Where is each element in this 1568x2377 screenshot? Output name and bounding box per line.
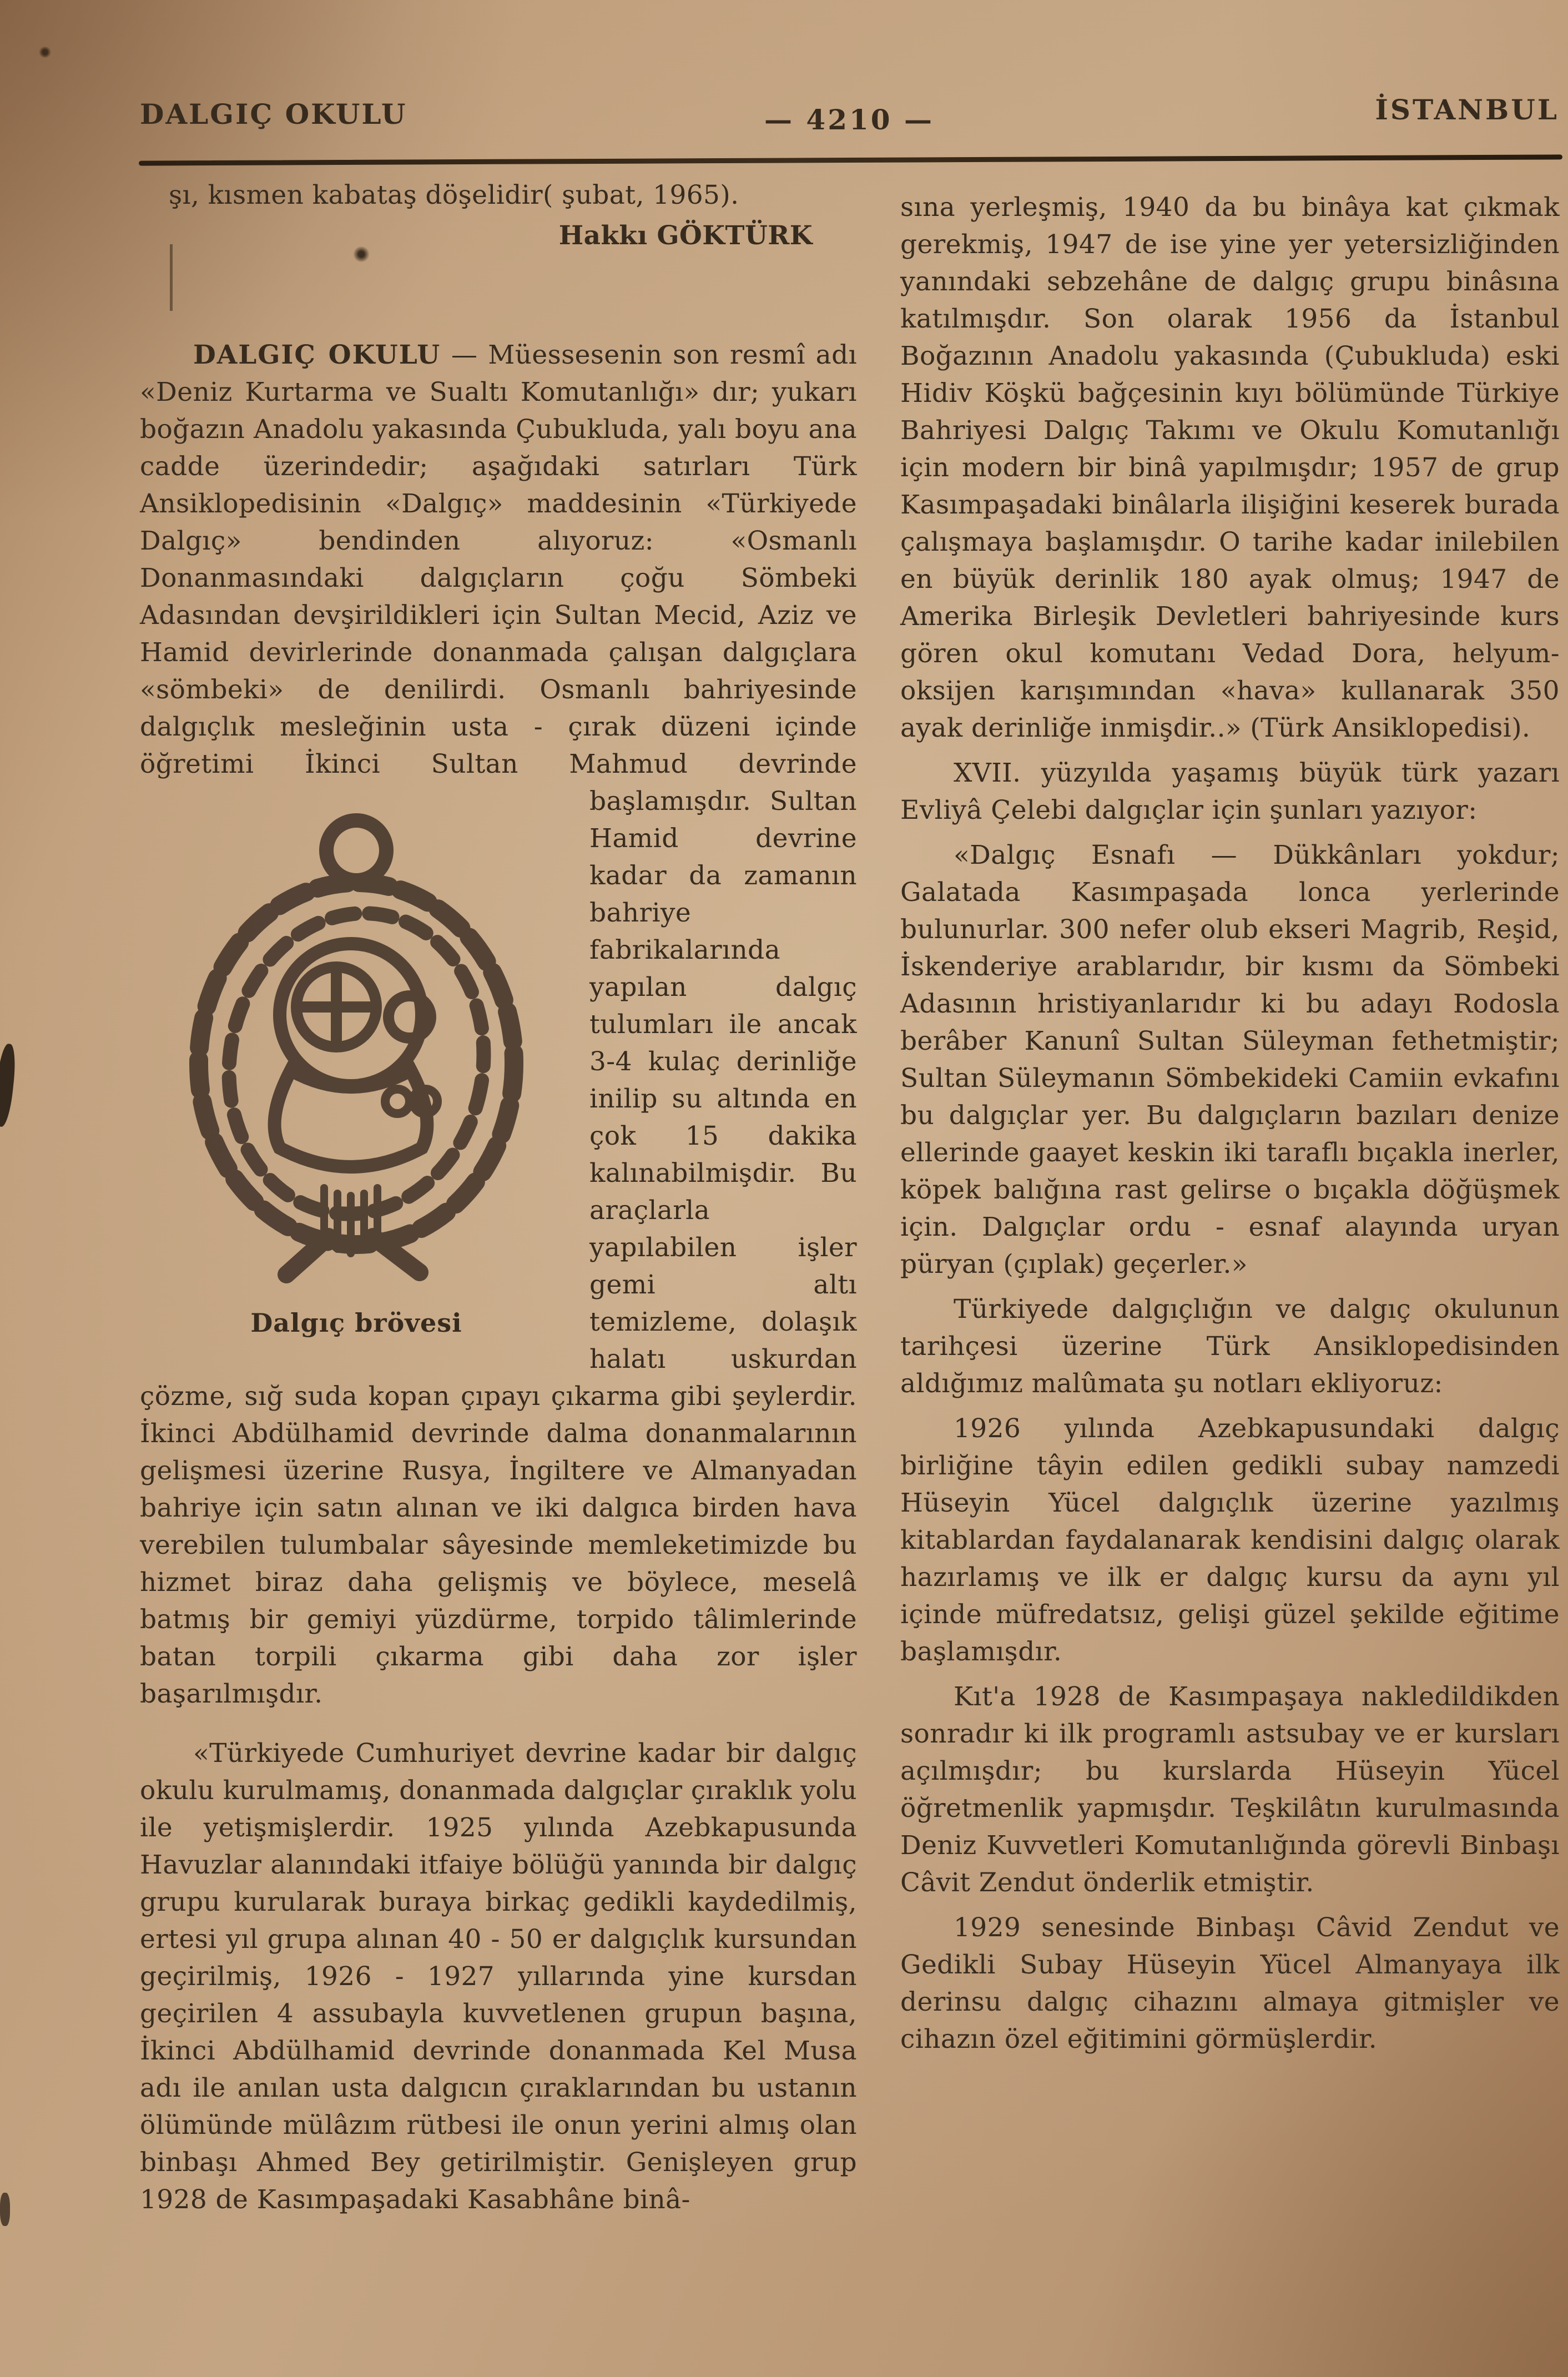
entry-paragraph-2: «Türkiyede Cumhuriyet devrine kadar bir dalgıç okulu kurulmamış, donanmada dalgıçlar çıraklık yolu ile yetişmişlerdir. 1925 yılında Azebkapusunda Havuzlar alanındaki itfaiye bölüğü yanında bir dalgıç grupu kurularak buraya birkaç gedikli kaydedilmiş, ertesi yıl grupa alınan 40 - 50 er dalgıçlık kursundan geçirilmiş, 1926 - 1927 yıllarında yine kursdan geçirilen 4 assubayla kuvvetlenen grupun başına, İkinci Abdülhamid devrinde donanmada Kel Musa adı ile anılan usta dalgıcın çıraklarından bu ustanın ölümünde mülâzım rütbesi ile onun yerini almış olan binbaşı Ahmed Bey getirilmiştir. Genişleyen grup 1928 de Kasımpaşadaki Kasabhâne binâ- [140, 1738, 857, 2215]
right-paragraph-2: XVII. yüzyılda yaşamış büyük türk yazarı Evliyâ Çelebi dalgıçlar için şunları yazıyor: [900, 758, 1560, 825]
entry-text-after-figure: Sultan Hamid devrine kadar da zamanın bahriye fabrikalarında yapılan dalgıç tulumları ile ancak 3-4 kulaç derinliğe inilip su altında en çok 15 dakika kalınabilmişdir. Bu araçlarla yapılabilen işler gemi altı temizleme, dolaşık halatı uskurdan çözme, sığ suda kopan çıpayı çıkarma gibi şeylerdir. İkinci Abdülhamid devrinde dalma donanmalarının gelişmesi üzerine Rusya, İngiltere ve Almanyadan bahriye için satın alınan ve iki dalgıca birden hava verebilen tulumbalar sâyesinde memleketimizde bu hizmet biraz daha gelişmiş ve böylece, meselâ batmış bir gemiyi yüzdürme, torpido tâlimlerinde batan torpili çıkarma gibi daha zor işler başarılmışdır. [140, 786, 857, 1709]
right-paragraph-5: 1926 yılında Azebkapusundaki dalgıç birliğine tâyin edilen gedikli subay namzedi Hüseyin Yücel dalgıçlık üzerine yazılmış kitablardan faydalanarak kendisini dalgıç olarak hazırlamış ve ilk er dalgıç kursu da aynı yıl içinde müfredatsız, gelişi güzel şekilde eğitime başlamışdır. [900, 1413, 1560, 1667]
ink-spot [39, 47, 51, 58]
running-title: DALGIÇ OKULU [140, 98, 407, 130]
page-number: — 4210 — [764, 103, 934, 136]
right-paragraph-3: «Dalgıç Esnafı — Dükkânları yokdur; Galatada Kasımpaşada lonca yerlerinde bulunurlar. 300 nefer olub ekseri Magrib, Reşid, İskenderiye arablarıdır, bir kısmı da Sömbeki Adasının hristiyanlarıdır ki bu adayı Rodosla berâber Kanunî Sultan Süleyman fethetmiştir; Sultan Süleymanın Sömbekideki Camiin evkafını bu dalgıçlar yer. Bu dalgıçların bazıları denize ellerinde gaayet keskin iki taraflı bıçakla inerler, köpek balığına rast gelirse o bıçakla döğüşmek için. Dalgıçlar ordu - esnaf alayında uryan püryan (çıplak) geçerler.» [900, 840, 1560, 1280]
right-paragraph-6: Kıt'a 1928 de Kasımpaşaya nakledildikden sonradır ki ilk programlı astsubay ve er kursları açılmışdır; bu kurslarda Hüseyin Yücel öğretmenlik yapmışdır. Teşkilâtın kurulmasında Deniz Kuvvetleri Komutanlığında görevli Binbaşı Câvit Zendut önderlik etmiştir. [900, 1681, 1560, 1898]
diver-badge-figure [140, 797, 573, 1342]
entry-paragraph [140, 336, 857, 1713]
ink-smudge-left-edge [0, 1043, 18, 1127]
author-signature: Hakkı GÖKTÜRK [558, 220, 813, 251]
right-paragraph-1: sına yerleşmiş, 1940 da bu binâya kat çıkmak gerekmiş, 1947 de ise yine yer yetersizliğinden yanındaki sebzehâne de dalgıç grupu binâsına katılmışdır. Son olarak 1956 da İstanbul Boğazının Anadolu yakasında (Çubukluda) eski Hidiv Köşkü bağçesinin kıyı bölümünde Türkiye Bahriyesi Dalgıç Takımı ve Okulu Komutanlığı için modern bir binâ yapılmışdır; 1957 de grup Kasımpaşadaki binâlarla ilişiğini keserek burada çalışmaya başlamışdır. O tarihe kadar inilebilen en büyük derinlik 180 ayak olmuş; 1947 de Amerika Birleşik Devletleri bahriyesinde kurs gören okul komutanı Vedad Dora, helyum-oksijen karışımından «hava» kullanarak 350 ayak derinliğe inmişdir..» (Türk Ansiklopedisi). [900, 192, 1560, 743]
diver-badge-emblem-icon [162, 797, 551, 1286]
volume-title: İSTANBUL [1375, 93, 1559, 126]
continued-paragraph-fragment: şı, kısmen kabataş döşelidir( şubat, 1965). [169, 180, 739, 210]
entry-title: DALGIÇ OKULU [193, 340, 441, 370]
right-paragraph-7: 1929 senesinde Binbaşı Câvid Zendut ve Gedikli Subay Hüseyin Yücel Almanyaya ilk derinsu dalgıç cihazını almaya gitmişler ve cihazın özel eğitimini görmüşlerdir. [900, 1912, 1560, 2054]
right-column [900, 189, 1560, 2058]
header-rule [139, 154, 1562, 165]
entry-text-before-figure: — Müessesenin son resmî adı «Deniz Kurtarma ve Sualtı Komutanlığı» dır; yukarı boğazın Anadolu yakasında Çubukluda, yalı boyu ana cadde üzerindedir; aşağıdaki satırları Türk Ansiklopedisinin «Dalgıç» maddesinin «Türkiyede Dalgıç» bendinden alıyoruz: «Osmanlı Donanmasındaki dalgıçların çoğu Sömbeki Adasından devşirildikleri için Sultan Mecid, Aziz ve Hamid devirlerinde donanmada çalışan dalgıçlara «sömbeki» de denilirdi. Osmanlı bahriyesinde dalgıçlık mesleğinin usta - çırak düzeni içinde öğretimi İkinci Sultan Mahmud devrinde başlamışdır. [140, 340, 858, 817]
left-column [140, 177, 857, 2218]
right-paragraph-4: Türkiyede dalgıçlığın ve dalgıç okulunun tarihçesi üzerine Türk Ansiklopedisinden aldığımız malûmata şu notları ekliyoruz: [900, 1294, 1560, 1399]
ink-spot [0, 2193, 10, 2226]
figure-caption: Dalgıç brövesi [250, 1308, 462, 1338]
